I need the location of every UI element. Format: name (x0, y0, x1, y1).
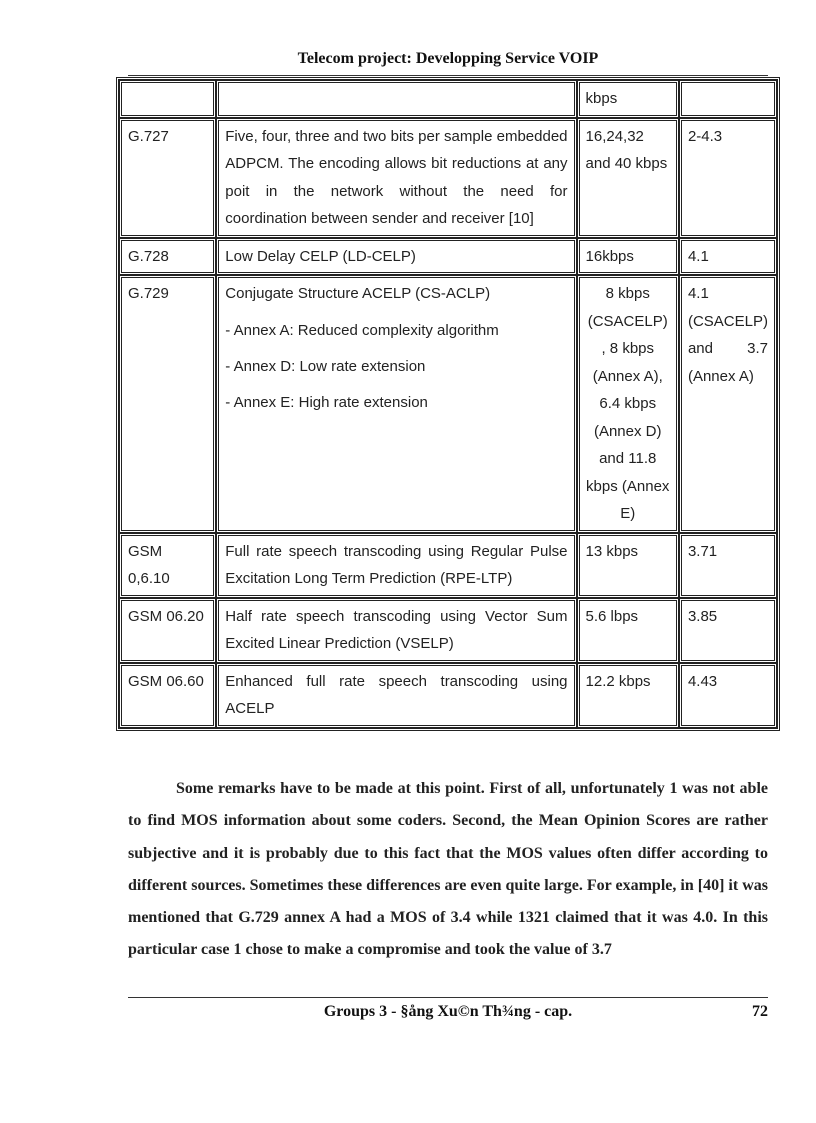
description-cell: Full rate speech transcoding using Regular Pulse Excitation Long Term Prediction (RPE-LTP) (216, 533, 576, 598)
standard-cell: G.728 (119, 238, 216, 276)
footer (128, 1003, 768, 1021)
table-row (119, 533, 777, 598)
description-cell: Low Delay CELP (LD-CELP) (216, 238, 576, 276)
description-cell (216, 80, 576, 118)
footer-label: Groups 3 - §ång Xu©n Th¾ng - cap. (323, 1003, 573, 1020)
bitrate-cell: 16,24,32 and 40 kbps (577, 118, 679, 238)
standard-cell: G.729 (119, 275, 216, 533)
codec-table (116, 77, 780, 731)
mos-cell: 3.71 (679, 533, 777, 598)
mos-cell (679, 80, 777, 118)
mos-cell: 4.1 (679, 238, 777, 276)
description-main: Conjugate Structure ACELP (CS-ACLP) (225, 285, 491, 302)
mos-cell: 3.85 (679, 598, 777, 663)
description-cell (216, 275, 576, 533)
table-row (119, 80, 777, 118)
mos-cell: 4.1 (CSACELP) and 3.7 (Annex A) (679, 275, 777, 533)
standard-cell: GSM 0,6.10 (119, 533, 216, 598)
description-cell: Enhanced full rate speech transcoding using ACELP (216, 663, 576, 728)
bitrate-cell: 8 kbps (CSACELP) , 8 kbps (Annex A), 6.4 kbps (Annex D) and 11.8 kbps (Annex E) (577, 275, 679, 533)
table-row (119, 238, 777, 276)
body-paragraph: Some remarks have to be made at this point. First of all, unfortunately 1 was not able to find MOS information about some coders. Second, the Mean Opinion Scores are rather subjective and it is probably due to this fact that the MOS values often differ according to different sources. Sometimes these differences are even quite large. For example, in [40] it was mentioned that G.729 annex A had a MOS of 3.4 while 1321 claimed that it was 4.0. In this particular case 1 chose to make a compromise and took the value of 3.7 (128, 780, 768, 959)
annex-item: - Annex D: Low rate extension (225, 357, 426, 375)
table-row (119, 118, 777, 238)
standard-cell (119, 80, 216, 118)
header-title: Telecom project: Developping Service VOIP (297, 50, 599, 67)
annex-item: - Annex A: Reduced complexity algorithm (225, 321, 499, 339)
table-row (119, 598, 777, 663)
table-row (119, 275, 777, 533)
description-cell: Half rate speech transcoding using Vector Sum Excited Linear Prediction (VSELP) (216, 598, 576, 663)
standard-cell: G.727 (119, 118, 216, 238)
bitrate-cell: kbps (577, 80, 679, 118)
bitrate-cell: 16kbps (577, 238, 679, 276)
mos-cell: 4.43 (679, 663, 777, 728)
standard-cell: GSM 06.60 (119, 663, 216, 728)
annex-item: - Annex E: High rate extension (225, 393, 428, 411)
bitrate-cell: 12.2 kbps (577, 663, 679, 728)
table-row (119, 663, 777, 728)
standard-cell: GSM 06.20 (119, 598, 216, 663)
mos-cell: 2-4.3 (679, 118, 777, 238)
description-cell: Five, four, three and two bits per sample embedded ADPCM. The encoding allows bit reductions at any poit in the network without the need for coordination between sender and receiver [10] (216, 118, 576, 238)
bitrate-cell: 5.6 lbps (577, 598, 679, 663)
header-rule (128, 75, 768, 76)
page-number: 72 (752, 1003, 768, 1020)
bitrate-cell: 13 kbps (577, 533, 679, 598)
footer-rule (128, 997, 768, 998)
